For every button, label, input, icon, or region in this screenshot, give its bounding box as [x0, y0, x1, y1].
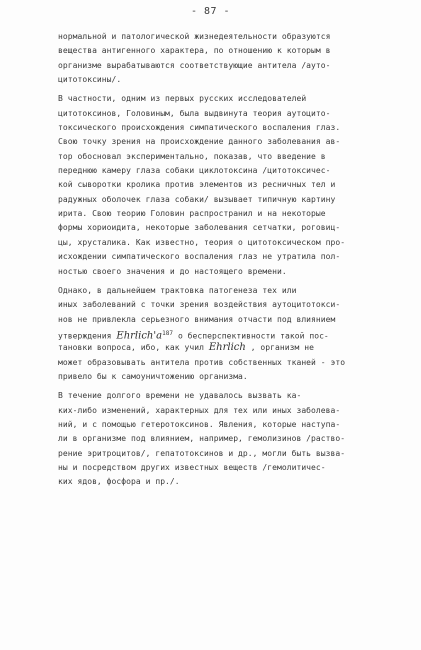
text-segment: о бесперспективности такой пос-: [173, 331, 329, 341]
handwritten-name-ehrlich: Ehrlich'a: [116, 330, 163, 342]
reference-number: 187: [162, 329, 174, 337]
text-segment: , организм не: [245, 343, 314, 353]
paragraph-1: [58, 30, 388, 87]
text-line-ehrlich-quote: [58, 341, 388, 355]
text-line: нов не привлекла серьезного внимания отчасти под влиянием: [58, 314, 336, 324]
text-line: цы, хрусталика. Как известно, теория о цитотоксическом про-: [58, 237, 346, 247]
text-line: цитотоксины/.: [58, 75, 122, 85]
page-number: - 87 -: [190, 6, 231, 17]
text-line: организме вырабатываются соответствующие антитела /ауто-: [58, 60, 331, 70]
text-line: формы хориоидита, некоторые заболевания сетчатки, роговиц-: [58, 223, 341, 233]
text-line: радужных оболочек глаза собаки/ вызывает типичную картину: [58, 194, 336, 204]
text-line: иных заболеваний с точки зрения воздействия аутоцитотокси-: [58, 300, 341, 310]
text-line: исхождении симпатического воспаления глаз не утратила пол-: [58, 252, 341, 262]
handwritten-name-ehrlich: Ehrlich: [208, 342, 246, 354]
paragraph-4: [58, 389, 388, 489]
text-line: ких-либо изменений, характерных для тех или иных заболева-: [58, 405, 341, 415]
text-line: нормальной и патологической жизнедеятельности образуются: [58, 32, 331, 41]
typed-text-body: [58, 30, 388, 490]
text-line: В течение долгого времени не удавалось вызвать ка-: [58, 391, 302, 401]
text-line: В частности, одним из первых русских исследователей: [58, 94, 307, 104]
text-line: Свою точку зрения на происхождение данного заболевания ав-: [58, 137, 341, 147]
text-segment: тановки вопроса, ибо, как учил: [58, 343, 209, 353]
text-line: ностью своего значения и до настоящего времени.: [58, 266, 287, 276]
text-line: вещества антигенного характера, по отношению к которым в: [58, 46, 331, 56]
text-line: тор обосновал экспериментально, показав, что введение в: [58, 151, 326, 161]
text-segment: утверждения: [58, 331, 117, 341]
text-line: рение эритроцитов/, гепатотоксинов и др., могли быть вызва-: [58, 448, 346, 458]
text-line: ирита. Свою теорию Головин распространил и на некоторые: [58, 209, 326, 219]
text-line: цитотоксинов, Головиным, была выдвинута теория аутоцито-: [58, 108, 331, 118]
text-line: Однако, в дальнейшем трактовка патогенеза тех или: [58, 285, 297, 295]
text-line: ких ядов, фосфора и пр./.: [58, 477, 180, 487]
text-line: привело бы к самоуничтожению организма.: [58, 371, 248, 381]
text-line: переднюю камеру глаза собаки циклотоксина /цитотоксичес-: [58, 166, 331, 176]
text-line: кой сыворотки кролика против элементов из ресничных тел и: [58, 180, 336, 190]
text-line: ли в организме под влиянием, например, гемолизинов /раство-: [58, 434, 346, 444]
text-line: ний, и с помощью гетеротоксинов. Явления, которые наступа-: [58, 419, 341, 429]
text-line: ны и посредством других известных веществ /гемолитичес-: [58, 462, 326, 472]
text-line-ehrlich-reference: [58, 327, 388, 341]
paragraph-2: [58, 92, 388, 278]
text-line: может образовывать антитела против собственных тканей - это: [58, 357, 346, 367]
text-line: токсического происхождения симпатического воспаления глаз.: [58, 123, 341, 133]
paragraph-3: [58, 284, 388, 384]
